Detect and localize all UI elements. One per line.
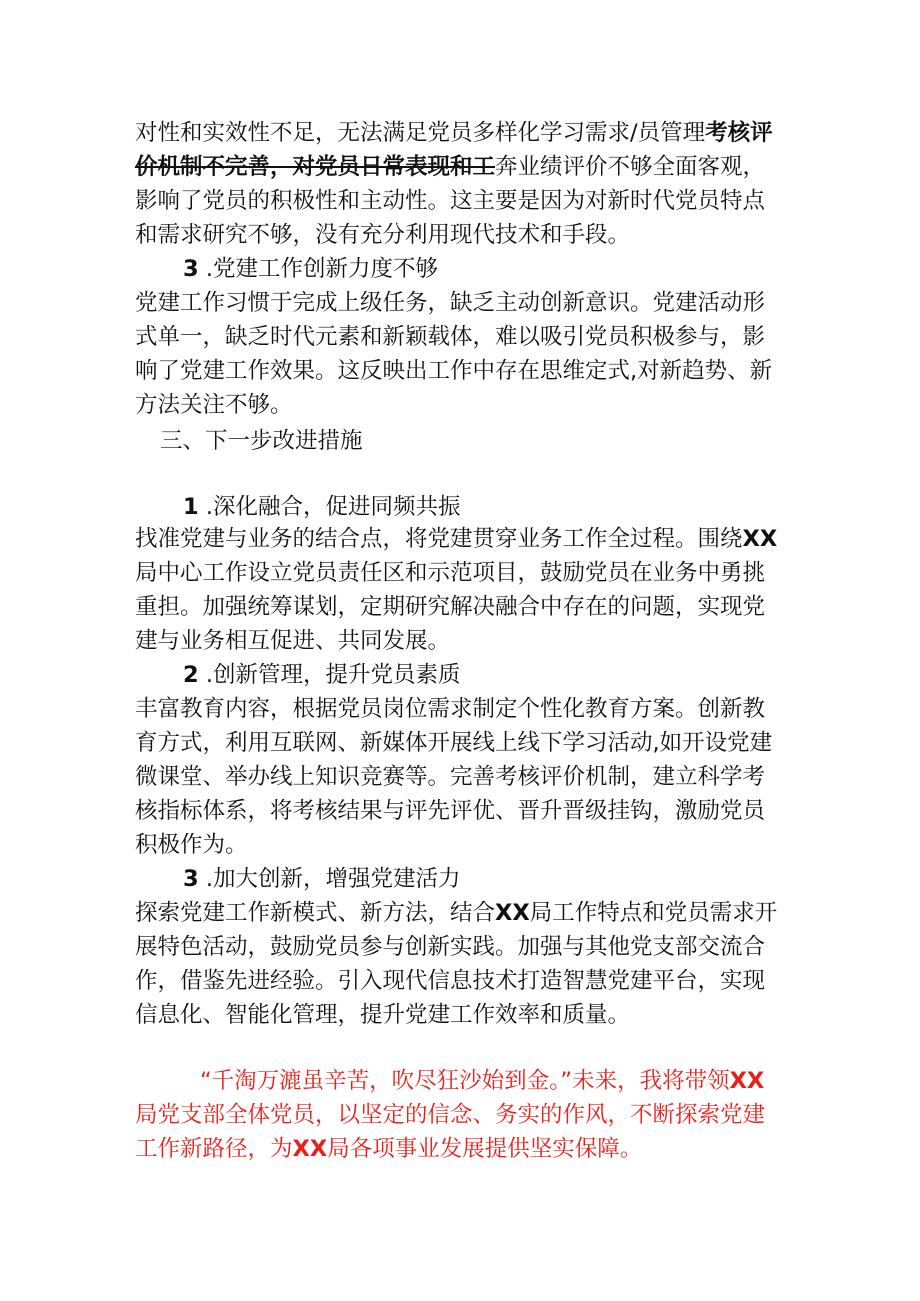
- subheading: [183, 490, 460, 524]
- text: 工作新路径，为: [135, 1136, 293, 1162]
- text: 局各项事业发展提供坚实保障。: [327, 1136, 643, 1162]
- subheading-title: .加大创新，增强党建活力: [205, 866, 461, 892]
- paragraph-line: 微课堂、举办线上知识竞赛等。完善考核评价机制，建立科学考: [135, 764, 766, 790]
- paragraph-line: 作，借鉴先进经验。引入现代信息技术打造智慧党建平台，实现: [135, 968, 766, 994]
- subheading-title: .党建工作创新力度不够: [205, 256, 438, 282]
- paragraph-line: 信息化、智能化管理，提升党建工作效率和质量。: [135, 1002, 631, 1028]
- paragraph-line: 展特色活动，鼓励党员参与创新实践。加强与其他党支部交流合: [135, 934, 766, 960]
- struck-bold-text: 价机制不完善，对党员日常表现和工: [135, 154, 496, 180]
- paragraph-line: 核指标体系，将考核结果与评先评优、晋升晋级挂钩，激励党员: [135, 798, 766, 824]
- paragraph-line: 育方式，利用互联网、新媒体开展线上线下学习活动,如开设党建: [135, 730, 773, 756]
- paragraph-line: 影响了党员的积极性和主动性。这主要是因为对新时代党员特点: [135, 188, 766, 214]
- paragraph-line: 式单一，缺乏时代元素和新颖载体，难以吸引党员积极参与，影: [135, 324, 766, 350]
- text: “千淘万漉虽辛苦，吹尽狂沙始到金。”未来，我将带领: [200, 1068, 730, 1094]
- paragraph-line: 丰富教育内容，根据党员岗位需求制定个性化教育方案。创新教: [135, 696, 766, 722]
- paragraph-line: 建与业务相互促进、共同发展。: [135, 628, 451, 654]
- bold-text: 考核评: [705, 120, 773, 146]
- paragraph-line: 重担。加强统筹谋划，定期研究解决融合中存在的问题，实现党: [135, 594, 766, 620]
- paragraph-line: [135, 116, 773, 150]
- text: 奔业绩评价不够全面客观，: [495, 154, 766, 180]
- subheading-number: 3: [183, 866, 199, 892]
- section-heading: 三、下一步改进措施: [160, 428, 363, 454]
- paragraph-line: 局中心工作设立党员责任区和示范项目，鼓励党员在业务中勇挑: [135, 560, 766, 586]
- subheading-number: 1: [183, 494, 199, 520]
- subheading: [183, 862, 460, 896]
- text: 探索党建工作新模式、新方法，结合: [135, 900, 496, 926]
- subheading-number: 3: [183, 256, 199, 282]
- paragraph-line: 积极作为。: [135, 832, 248, 858]
- bold-text: XX: [729, 1068, 765, 1094]
- bold-text: XX: [742, 526, 778, 552]
- bold-text: XX: [495, 900, 530, 926]
- subheading-number: 2: [183, 662, 199, 688]
- paragraph-line: [135, 522, 777, 556]
- closing-line: [200, 1064, 764, 1098]
- subheading: [183, 252, 438, 286]
- subheading-title: .深化融合，促进同频共振: [205, 494, 461, 520]
- text: 局工作特点和党员需求开: [529, 900, 778, 926]
- text: 找准党建与业务的结合点，将党建贯穿业务工作全过程。围绕: [135, 526, 743, 552]
- paragraph-line: [135, 896, 777, 930]
- paragraph-line: 党建工作习惯于完成上级任务，缺乏主动创新意识。党建活动形: [135, 290, 766, 316]
- bold-text: XX: [292, 1136, 328, 1162]
- subheading-title: .创新管理，提升党员素质: [205, 662, 461, 688]
- closing-line: 局党支部全体党员，以坚定的信念、务实的作风，不断探索党建: [135, 1102, 766, 1128]
- closing-line: [135, 1132, 642, 1166]
- subheading: [183, 658, 460, 692]
- paragraph-line: 方法关注不够。: [135, 392, 293, 418]
- paragraph-line: 响了党建工作效果。这反映出工作中存在思维定式,对新趋势、新: [135, 358, 773, 384]
- paragraph-line: [135, 150, 765, 184]
- text: 对性和实效性不足，无法满足党员多样化学习需求/员管理: [135, 120, 706, 146]
- paragraph-line: 和需求研究不够，没有充分利用现代技术和手段。: [135, 222, 631, 248]
